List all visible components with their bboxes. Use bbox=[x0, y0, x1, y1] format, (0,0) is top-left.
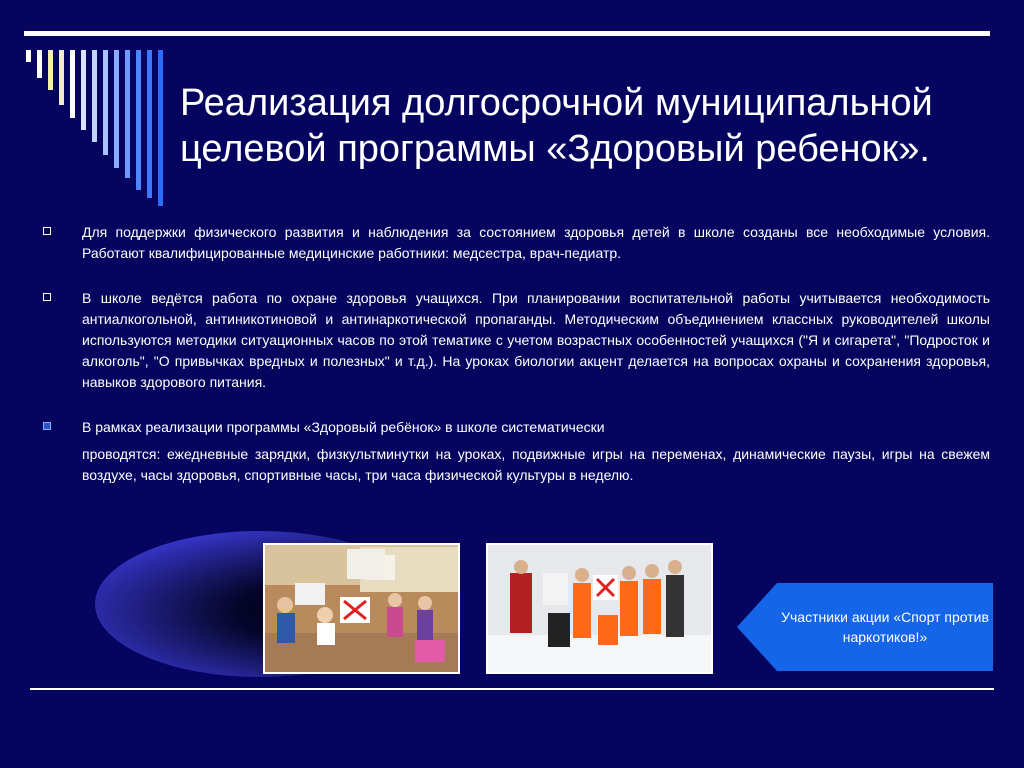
photo-caption-callout bbox=[737, 583, 993, 671]
square-bullet-icon bbox=[43, 293, 51, 301]
square-bullet-icon bbox=[43, 422, 51, 430]
bullet-item bbox=[42, 222, 990, 264]
bullet-text: Для поддержки физического развития и наблюдения за состоянием здоровья детей в школе созданы все необходимые условия. Работают квалифицированные медицинские работники: медсестра, врач-педиатр. bbox=[82, 224, 990, 261]
bottom-rule bbox=[30, 688, 994, 690]
callout-text: Участники акции «Спорт против наркотиков!» bbox=[781, 609, 989, 645]
outdoor-group-photo-image bbox=[488, 545, 711, 672]
outdoor-group-photo bbox=[486, 543, 713, 674]
bullet-list bbox=[42, 222, 990, 486]
bullet-text: В рамках реализации программы «Здоровый ребёнок» в школе систематически bbox=[82, 419, 605, 435]
square-bullet-icon bbox=[43, 227, 51, 235]
bullet-item bbox=[42, 288, 990, 393]
bullet-continuation-text: проводятся: ежедневные зарядки, физкультминутки на уроках, подвижные игры на переменах, динамические паузы, игры на свежем воздухе, часы здоровья, спортивные часы, три часа физической культуры в неделю. bbox=[82, 446, 990, 483]
decorative-stripes bbox=[0, 0, 170, 210]
slide-title: Реализация долгосрочной муниципальной целевой программы «Здоровый ребенок». bbox=[180, 82, 933, 170]
bullet-item bbox=[42, 417, 990, 486]
classroom-photo-image bbox=[265, 545, 458, 672]
classroom-photo bbox=[263, 543, 460, 674]
bullet-text: В школе ведётся работа по охране здоровья учащихся. При планировании воспитательной работы учитывается необходимость антиалкогольной, антиникотиновой и антинаркотической пропаганды. Методическим объединением классных руководителей школы используются методики ситуационных часов по этой тематике с учетом возрастных особенностей учащихся ("Я и сигарета", "Подросток и алкоголь", "О привычках вредных и полезных" и т.д.). На уроках биологии акцент делается на вопросах охраны и сохранения здоровья, навыков здорового питания. bbox=[82, 290, 990, 390]
